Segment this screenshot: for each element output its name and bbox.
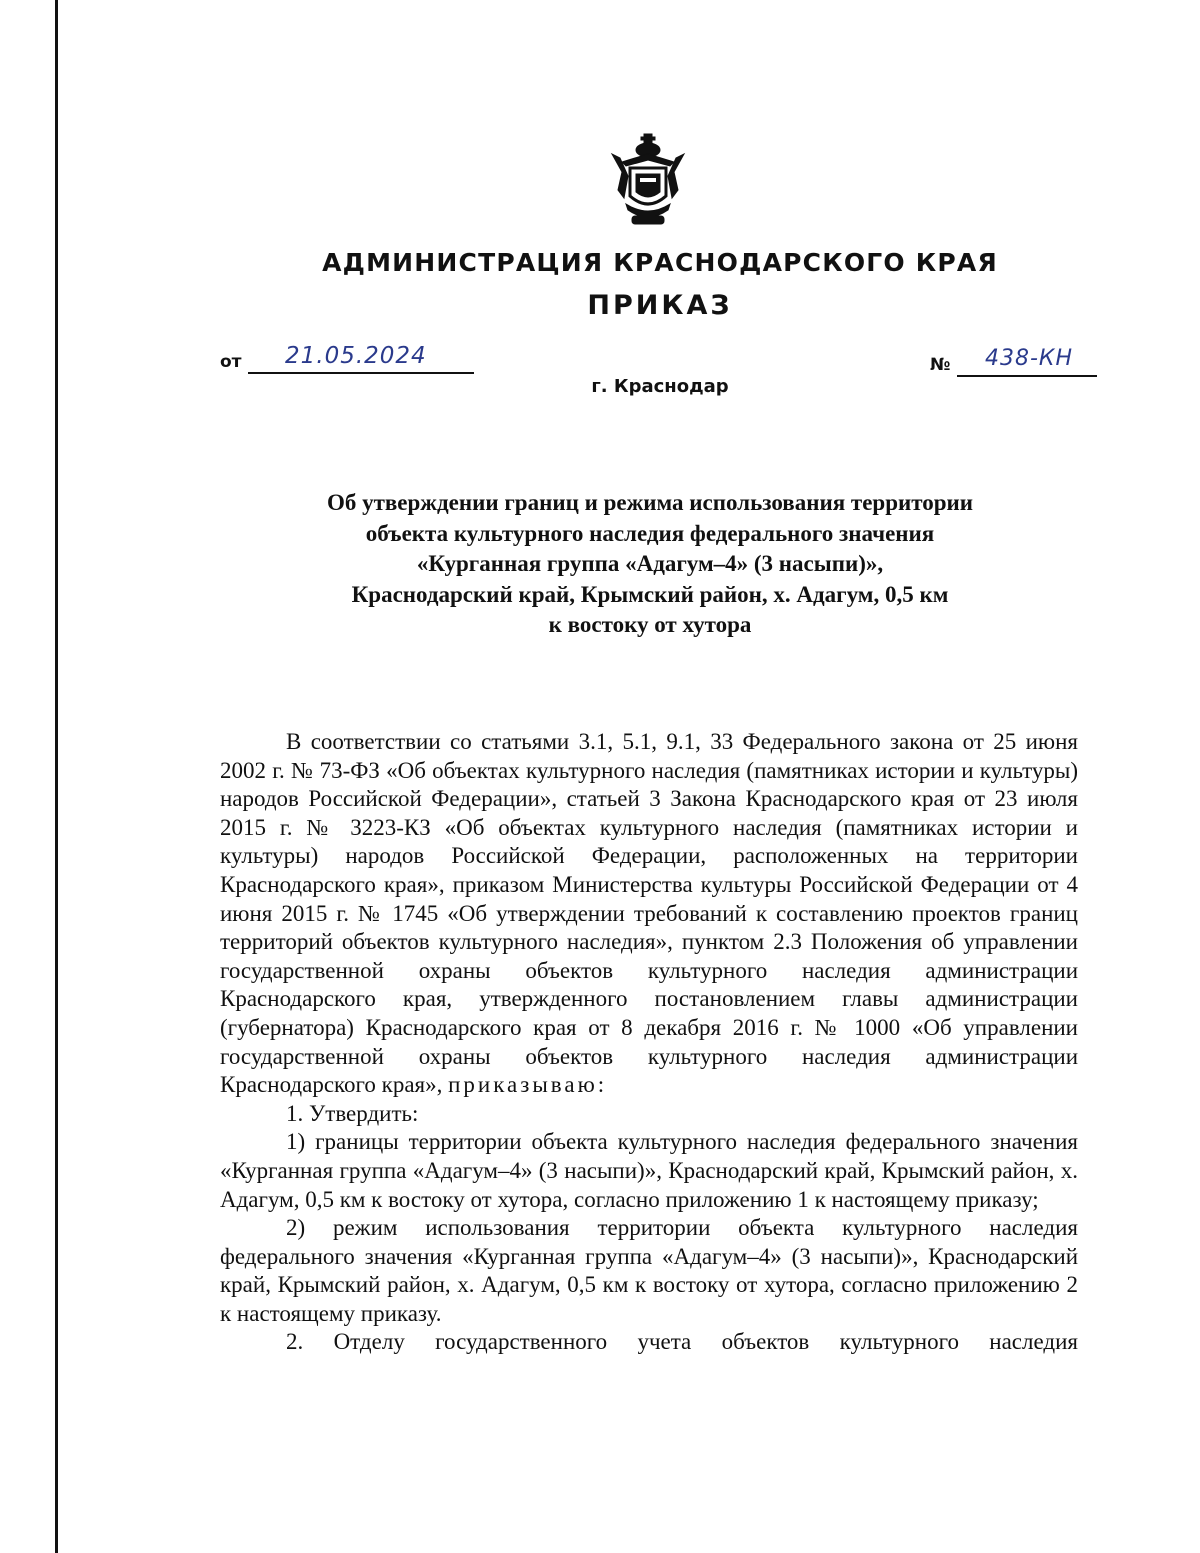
organization-title: АДМИНИСТРАЦИЯ КРАСНОДАРСКОГО КРАЯ (322, 248, 998, 277)
preamble-text: В соответствии со статьями 3.1, 5.1, 9.1, 33 Федерального закона от 25 июня 2002 г. № 73-ФЗ «Об объектах культурного наследия (памятниках истории и культуры) народов Российской Федерации», статьей 3 Закона Краснодарского края от 23 июля 2015 г. № 3223-КЗ «Об объектах культурного наследия (памятниках истории и культуры) народов Российской Федерации, расположенных на территории Краснодарского края», приказом Министерства культуры Российской Федерации от 4 июня 2015 г. № 1745 «Об утверждении требований к составлению проектов границ территорий объектов культурного наследия», пунктом 2.3 Положения об управлении государственной охраны объектов культурного наследия администрации Краснодарского края, утвержденного постановлением главы администрации (губернатора) Краснодарского края от 8 декабря 2016 г. № 1000 «Об управлении государственной охраны объектов культурного наследия администрации Краснодарского края», (220, 729, 1078, 1098)
city-label: г. Краснодар (591, 376, 729, 397)
handwritten-date: 21.05.2024 (285, 343, 427, 369)
document-subject (220, 488, 1080, 641)
preamble-paragraph (220, 728, 1078, 1100)
document-body (220, 728, 1078, 1357)
krasnodar-coat-of-arms-icon (608, 132, 688, 228)
subject-line: Краснодарский край, Крымский район, х. Адагум, 0,5 км (351, 581, 949, 607)
subject-line: «Курганная группа «Адагум–4» (3 насыпи)», (416, 551, 884, 577)
item-1-2: 2) режим использования территории объекта культурного наследия федерального значения «Курганная группа «Адагум–4» (3 насыпи)», Краснодарский край, Крымский район, х. Адагум, 0,5 км к востоку от хутора, согласно приложению 2 к настоящему приказу. (220, 1215, 1078, 1326)
subject-line: объекта культурного наследия федерального значения (365, 520, 935, 546)
item-1-1: 1) границы территории объекта культурного наследия федерального значения «Курганная группа «Адагум–4» (3 насыпи)», Краснодарский край, Крымский район, х. Адагум, 0,5 км к востоку от хутора, согласно приложению 1 к настоящему приказу; (220, 1129, 1078, 1212)
scan-edge-border (55, 0, 58, 1553)
order-word: приказываю: (448, 1072, 608, 1098)
document-type-heading: ПРИКАЗ (587, 290, 733, 321)
date-label: от (220, 352, 242, 372)
date-underline (248, 372, 474, 374)
item-2: 2. Отделу государственного учета объектов культурного наследия (286, 1329, 1078, 1355)
subject-line: Об утверждении границ и режима использования территории (326, 490, 974, 515)
number-label: № (930, 355, 951, 375)
subject-line: к востоку от хутора (548, 612, 752, 638)
item-1: 1. Утвердить: (286, 1100, 419, 1126)
handwritten-number: 438-КН (985, 346, 1074, 371)
